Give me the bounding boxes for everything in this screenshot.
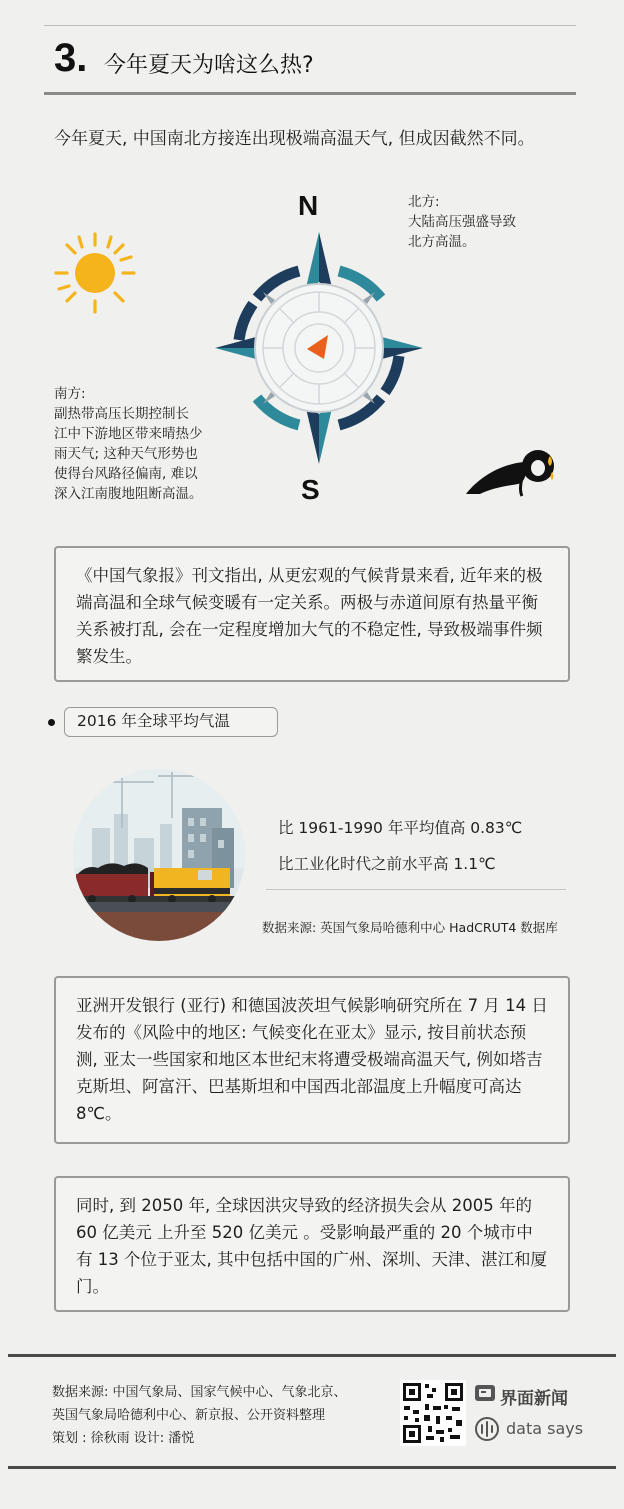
datasays-brand: data says: [506, 1419, 584, 1438]
header-divider: [44, 92, 576, 95]
flood-loss-box: 同时, 到 2050 年, 全球因洪灾导致的经济损失会从 2005 年的 60 亿美元 上升至 520 亿美元 。受影响最严重的 20 个城市中有 13 个位于亚太, 其中包括中国的广州、深圳、天津、湛江和厦门。: [54, 1176, 570, 1312]
temp-2016-label: 2016 年全球平均气温: [64, 707, 278, 737]
section-title: 今年夏天为啥这么热?: [104, 53, 314, 78]
datasays-logo-icon: [474, 1416, 500, 1442]
compass-icon: [214, 222, 424, 474]
compass-north-label: N: [298, 190, 319, 221]
footer-source-line1: 数据来源: 中国气象局、国家气候中心、气象北京、: [52, 1385, 347, 1400]
top-divider: [44, 25, 576, 26]
stat-vs-1961-1990: 比 1961-1990 年平均值高 0.83℃: [278, 819, 523, 837]
stat-vs-preindustrial: 比工业化时代之前水平高 1.1℃: [278, 855, 496, 873]
north-note-heading: 北方:: [408, 194, 440, 210]
south-note-line: 江中下游地区带来晴热少: [54, 426, 203, 442]
footer-credits: 策划 : 徐秋雨 设计: 潘悦: [52, 1431, 195, 1446]
north-note: [408, 192, 516, 252]
south-note-heading: 南方:: [54, 386, 86, 402]
adb-report-box: 亚洲开发银行 (亚行) 和德国波茨坦气候影响研究所在 7 月 14 日发布的《风险中的地区: 气候变化在亚太》显示, 按目前状态预测, 亚太一些国家和地区本世纪末将遭受极端高温天气, 例如塔吉克斯坦、阿富汗、巴基斯坦和中国西北部温度上升幅度可高达 8℃。: [54, 976, 570, 1144]
compass-south-label: S: [301, 474, 320, 505]
north-note-line: 大陆高压强盛导致: [408, 214, 516, 230]
footer-top-rule: [8, 1354, 616, 1357]
north-note-line: 北方高温。: [408, 234, 476, 250]
footer-source-line2: 英国气象局哈德利中心、新京报、公开资料整理: [52, 1408, 326, 1423]
bullet-dot: [48, 719, 55, 726]
quote-box: 《中国气象报》刊文指出, 从更宏观的气候背景来看, 近年来的极端高温和全球气候变暖有一定关系。两极与赤道间原有热量平衡关系被打乱, 会在一定程度增加大气的不稳定性, 导致极端事件频繁发生。: [54, 546, 570, 682]
jiemian-brand: 界面新闻: [500, 1389, 568, 1409]
footer-bottom-rule: [8, 1466, 616, 1469]
sweating-figure-icon: [462, 446, 562, 498]
south-note-line: 使得台风路径偏南, 难以: [54, 466, 198, 482]
south-note-line: 深入江南腹地阻断高温。: [54, 486, 203, 502]
south-note-line: 雨天气; 这种天气形势也: [54, 446, 198, 462]
south-note-line: 副热带高压长期控制长: [54, 406, 189, 422]
intro-paragraph: 今年夏天, 中国南北方接连出现极端高温天气, 但成因截然不同。: [54, 129, 535, 149]
stat-divider: [266, 889, 566, 890]
city-train-illustration: [72, 768, 246, 942]
stat-source: 数据来源: 英国气象局哈德利中心 HadCRUT4 数据库: [262, 920, 558, 935]
south-note: [54, 384, 203, 504]
jiemian-logo-icon: [474, 1382, 496, 1404]
section-number: 3.: [54, 36, 88, 80]
qr-code-icon[interactable]: [400, 1380, 466, 1446]
sun-icon: [50, 228, 140, 318]
